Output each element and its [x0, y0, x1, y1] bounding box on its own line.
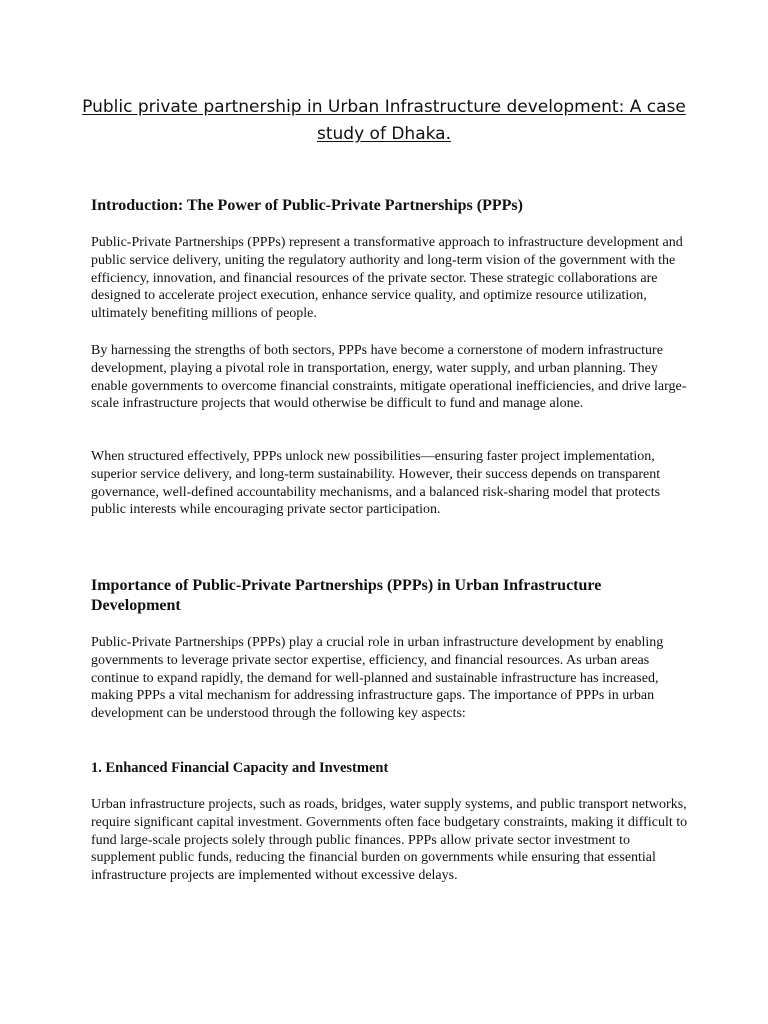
intro-paragraph-1: Public-Private Partnerships (PPPs) represent a transformative approach to infrastructure development and public service delivery, uniting the regulatory authority and long-term vision of the government with the efficiency, innovation, and financial resources of the private sector. These strategic collaborations are designed to accelerate project execution, enhance service quality, and optimize resource utilization, ultimately benefiting millions of people.	[91, 235, 683, 322]
importance-paragraph: Public-Private Partnerships (PPPs) play a crucial role in urban infrastructure development by enabling governments to leverage private sector expertise, efficiency, and financial resources. As urban areas continue to expand rapidly, the demand for well-planned and sustainable infrastructure has increased, making PPPs a vital mechanism for addressing infrastructure gaps. The importance of PPPs in urban development can be understood through the following key aspects:	[91, 635, 664, 722]
subsection-heading-financial-capacity: 1. Enhanced Financial Capacity and Investment	[91, 760, 389, 776]
section-heading-introduction: Introduction: The Power of Public-Private Partnerships (PPPs)	[91, 197, 523, 214]
intro-paragraph-3: When structured effectively, PPPs unlock new possibilities—ensuring faster project implementation, superior service delivery, and long-term sustainability. However, their success depends on transparent governance, well-defined accountability mechanisms, and a balanced risk-sharing model that protects public interests while encouraging private sector participation.	[91, 449, 661, 518]
document-title: Public private partnership in Urban Infrastructure development: A case study of Dhaka.	[82, 97, 686, 144]
section-heading-importance: Importance of Public-Private Partnerships (PPPs) in Urban Infrastructure Development	[91, 577, 602, 614]
financial-capacity-paragraph: Urban infrastructure projects, such as roads, bridges, water supply systems, and public transport networks, require significant capital investment. Governments often face budgetary constraints, making it difficult to fund large-scale projects solely through public finances. PPPs allow private sector investment to supplement public funds, reducing the financial burden on governments while ensuring that essential infrastructure projects are implemented without excessive delays.	[91, 797, 688, 884]
intro-paragraph-2: By harnessing the strengths of both sectors, PPPs have become a cornerstone of modern infrastructure development, playing a pivotal role in transportation, energy, water supply, and urban planning. They enable governments to overcome financial constraints, mitigate operational inefficiencies, and drive large-scale infrastructure projects that would otherwise be difficult to fund and manage alone.	[91, 343, 687, 412]
